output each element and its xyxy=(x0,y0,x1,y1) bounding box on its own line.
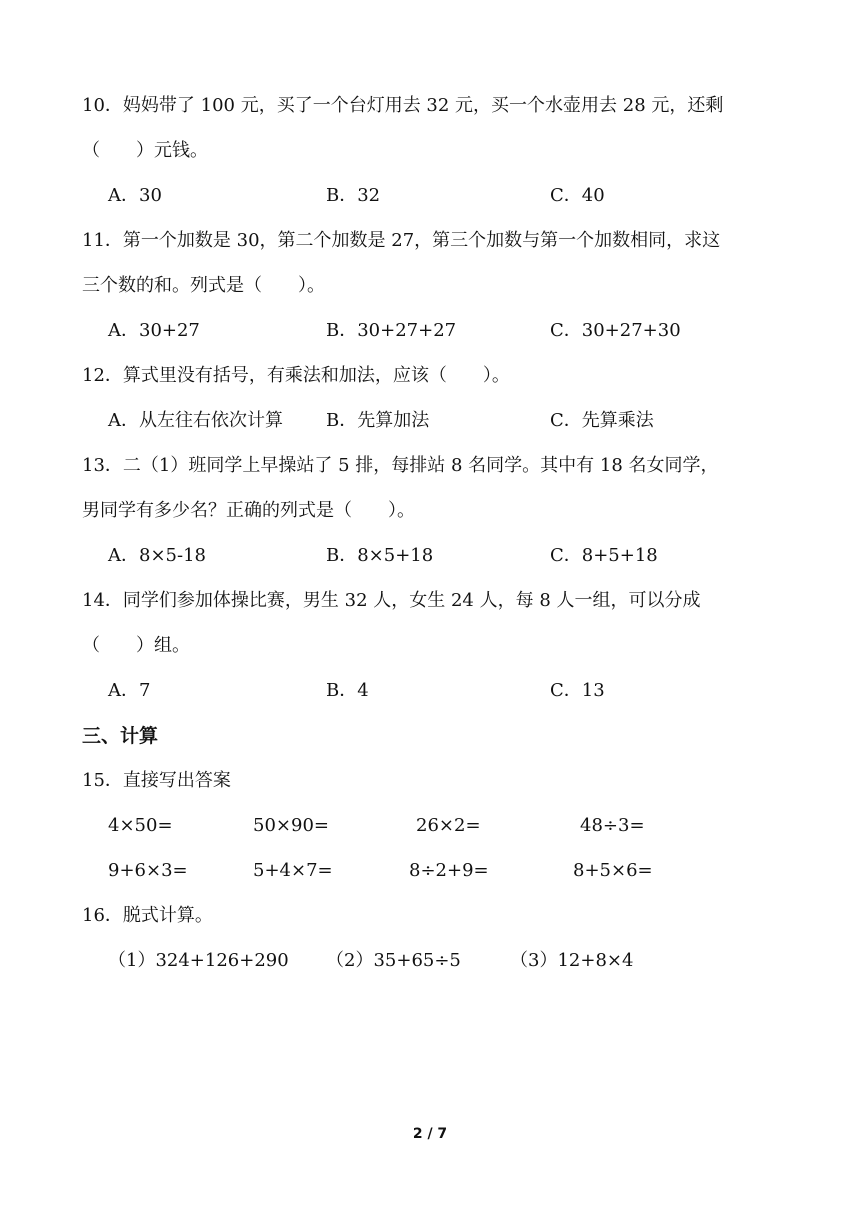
question-10-option-a: A．30 xyxy=(108,185,162,206)
question-12-option-a: A．从左往右依次计算 xyxy=(108,410,283,431)
question-11-option-c: C．30+27+30 xyxy=(550,320,681,341)
question-11-line-2: 三个数的和。列式是（ ）。 xyxy=(82,275,325,296)
calc-item: 48÷3= xyxy=(580,815,645,836)
calc-item: 4×50= xyxy=(108,815,173,836)
calc-item: 5+4×7= xyxy=(253,860,333,881)
question-13-line-1: 13．二（1）班同学上早操站了 5 排，每排站 8 名同学。其中有 18 名女同学， xyxy=(82,455,719,476)
question-14-option-b: B．4 xyxy=(326,680,369,701)
question-15-title: 15．直接写出答案 xyxy=(82,770,231,791)
section-title: 三、计算 xyxy=(82,725,159,747)
question-11-line-1: 11．第一个加数是 30，第二个加数是 27，第三个加数与第一个加数相同，求这 xyxy=(82,230,721,251)
question-11-option-a: A．30+27 xyxy=(108,320,200,341)
page-number: 2 / 7 xyxy=(412,1126,448,1142)
question-12-option-b: B．先算加法 xyxy=(326,410,430,431)
question-16-title: 16．脱式计算。 xyxy=(82,905,213,926)
question-10-line-1: 10．妈妈带了 100 元，买了一个台灯用去 32 元，买一个水壶用去 28 元，还剩 xyxy=(82,95,724,116)
question-12-option-c: C．先算乘法 xyxy=(550,410,654,431)
calc-item: 50×90= xyxy=(253,815,329,836)
step-calc-item: （2）35+65÷5 xyxy=(326,950,461,971)
question-13-option-b: B．8×5+18 xyxy=(326,545,434,566)
calc-item: 9+6×3= xyxy=(108,860,188,881)
question-10-option-b: B．32 xyxy=(326,185,381,206)
question-13-option-c: C．8+5+18 xyxy=(550,545,658,566)
question-11-option-b: B．30+27+27 xyxy=(326,320,457,341)
question-13-option-a: A．8×5-18 xyxy=(108,545,206,566)
question-13-line-2: 男同学有多少名？正确的列式是（ ）。 xyxy=(82,500,415,521)
question-14-line-1: 14．同学们参加体操比赛，男生 32 人，女生 24 人，每 8 人一组，可以分成 xyxy=(82,590,701,611)
question-14-option-a: A．7 xyxy=(108,680,151,701)
step-calc-item: （3）12+8×4 xyxy=(510,950,634,971)
question-14-line-2: （ ）组。 xyxy=(82,635,190,656)
question-12-line-1: 12．算式里没有括号，有乘法和加法，应该（ ）。 xyxy=(82,365,510,386)
question-14-option-c: C．13 xyxy=(550,680,605,701)
step-calc-item: （1）324+126+290 xyxy=(108,950,289,971)
question-10-option-c: C．40 xyxy=(550,185,605,206)
calc-item: 8÷2+9= xyxy=(409,860,489,881)
calc-item: 8+5×6= xyxy=(573,860,653,881)
question-10-line-2: （ ）元钱。 xyxy=(82,140,208,161)
calc-item: 26×2= xyxy=(416,815,481,836)
